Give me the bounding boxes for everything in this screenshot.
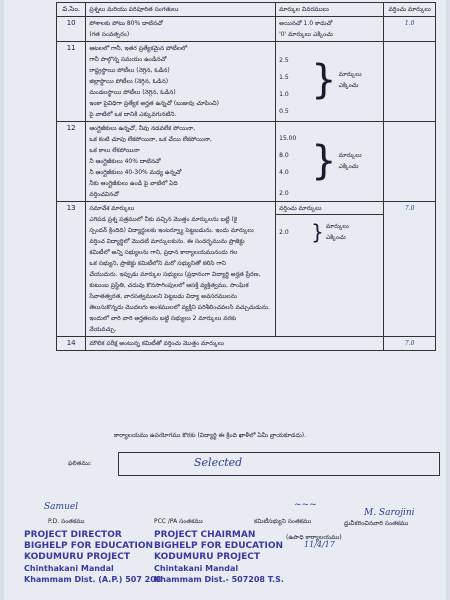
row-number: 11 bbox=[57, 42, 86, 122]
table-header-row bbox=[57, 3, 436, 17]
row-number: 13 bbox=[57, 202, 86, 337]
verifier-signature-label: ధ్రువీకరించినవారి సంతకము bbox=[344, 520, 409, 527]
desc-line: ఇంకా పైవిధిగా ప్రత్యేక అర్హత ఉన్నచో (బుజువు చూపించి) bbox=[89, 100, 219, 107]
mark-value: 1.5 bbox=[279, 74, 289, 81]
mark-value: 15.00 bbox=[279, 135, 297, 142]
stamp-line: KODUMURU PROJECT bbox=[24, 552, 131, 562]
table-row bbox=[57, 122, 436, 202]
desc-line: ఇందులో వారి వారి అర్హతలను బట్టి సభ్యులు 2 మార్కులు వరకు bbox=[89, 315, 237, 322]
marks-note: మార్కులు bbox=[338, 152, 362, 159]
handwritten-signature-committee: ~~~ bbox=[294, 500, 317, 510]
handwritten-date: 11/4/17 bbox=[304, 540, 335, 549]
stamp-line: Chintakani Mandal bbox=[154, 564, 239, 573]
desc-line: కుటుంబ ప్రస్థితి, చదువు కొనసాగింపులలో ఆసక్తి వ్యక్తిత్వము, సాంఘిక bbox=[89, 282, 249, 289]
mark-value: 8.0 bbox=[279, 152, 289, 159]
office-use-note: కార్యాలయము ఉపయోగము కొరకు (విద్యార్థి ఈ క్రింది ఖాళీలో ఏమీ వ్రాయకూడదు). bbox=[114, 432, 307, 439]
desc-line: సమావేశ మార్కులు bbox=[89, 205, 135, 212]
desc-line: ఒక కంటి చూపు లేకపోయినా, ఒక చేయి లేకపోయినా, bbox=[89, 136, 212, 143]
brace-icon: } bbox=[311, 138, 337, 184]
desc-line: నీ ఆంగ్లైజీకులు 40-30% మధ్య ఉన్నచో bbox=[89, 169, 182, 176]
desc-line: ఒక కాలు లేకపోయినా bbox=[89, 147, 140, 154]
mark-value: 0.5 bbox=[279, 108, 289, 115]
project-chairman-stamp bbox=[154, 530, 284, 585]
desc-line: ఆంగ్లైజీకులు ఉన్నచో, నీవు నడవలేక పోయినా, bbox=[89, 125, 196, 132]
desc-line: సేవాతత్వరత, వారసత్వములని పెట్టబడు విద్యా అవసరములను bbox=[89, 293, 237, 300]
table-row bbox=[57, 337, 436, 351]
header-desc: ప్రశ్నలు మరియు పరిపూరిత సంగతులు bbox=[86, 3, 276, 17]
table-row bbox=[57, 42, 436, 122]
row-number: 12 bbox=[57, 122, 86, 202]
desc-line: కమిటీలో అన్ని సభ్యులను గాని, ప్రధాన కార్యాలయమునందు గల bbox=[89, 249, 238, 256]
row-number: 10 bbox=[57, 17, 86, 42]
awarded-value: 7.0 bbox=[384, 337, 436, 351]
handwritten-signature-left: Samuel bbox=[44, 502, 79, 512]
desc-line: (గత సంవత్సరం) bbox=[89, 31, 130, 38]
marks-note: ఎక్కించు bbox=[338, 82, 359, 89]
desc-line: నీ ఆంగ్లైజీకులు 40% దాటినచో bbox=[89, 158, 161, 165]
brace-icon: } bbox=[311, 220, 324, 244]
mark-value: 2.0 bbox=[279, 228, 289, 236]
result-field bbox=[118, 452, 440, 476]
desc-line: స్పందన్ క్రిందిది) విద్యార్థులకు ఇంటర్వ్యూ పెట్టబడును. ఇందు మార్కులు bbox=[89, 227, 254, 234]
stamp-line: KODUMURU PROJECT bbox=[154, 552, 261, 562]
brace-icon: } bbox=[311, 57, 337, 103]
marks-note: ఎక్కించు bbox=[338, 163, 359, 170]
desc-line: ఒక సభ్యుని, ప్రాజెక్టు కమిటీలోని మరో సభ్యునితో కలిసి గాని bbox=[89, 260, 226, 267]
desc-line: వర్తించవినచో bbox=[89, 191, 119, 198]
row-description bbox=[86, 337, 384, 351]
awarded-value bbox=[384, 42, 436, 122]
header-num: వ.సెం. bbox=[57, 3, 86, 17]
desc-line: ఎగిపడ ప్రశ్న పత్రములో నీకు వచ్చిన మొత్తం మార్కులను బట్టి (కై bbox=[89, 216, 237, 223]
mark-value: 2.5 bbox=[279, 57, 289, 64]
desc-line: గానీ పాల్గొన్న సమయం ఉండినచో bbox=[89, 56, 167, 63]
verifier-sub-label: (ఉపాధి కార్యాలయము) bbox=[286, 534, 342, 541]
stamp-line: PROJECT DIRECTOR bbox=[24, 530, 122, 540]
result-value: Selected bbox=[194, 456, 243, 469]
awarded-value bbox=[384, 122, 436, 202]
stamp-line: Khammam Dist.- 507208 T.S. bbox=[154, 575, 284, 584]
mark-value: 2.0 bbox=[279, 190, 289, 197]
desc-line: రాష్ట్రస్థాయి పోటీలు (నెగ్గిన, ఓడిన) bbox=[89, 67, 170, 74]
stamp-line: BIGHELP FOR EDUCATION bbox=[154, 541, 284, 551]
desc-line: చేయుదురు. ఇప్పుడు మార్కుల సభ్యులు (ప్రధానంగా విద్యార్థి అర్హత ప్రేరణ, bbox=[89, 271, 261, 278]
row-marks bbox=[276, 17, 384, 42]
pd-signature-label: P.D. సంతకము bbox=[48, 518, 85, 525]
pcc-signature-label: PCC /PA సంతకము bbox=[154, 518, 203, 525]
marks-line: అయినచో 1.0 కాదుచో bbox=[279, 20, 333, 27]
row-marks bbox=[276, 202, 384, 337]
marks-note: మార్కులు bbox=[325, 223, 349, 230]
header-awarded: వర్తించు మార్కులు bbox=[384, 3, 436, 17]
desc-line: నీకు ఆంగ్లైజీకులు ఉండి పై వాటిలో ఏది bbox=[89, 180, 178, 187]
row-description bbox=[86, 202, 276, 337]
project-director-stamp bbox=[24, 530, 161, 585]
form-page bbox=[4, 0, 446, 600]
marks-note: మార్కులు bbox=[338, 71, 362, 78]
stamp-line: BIGHELP FOR EDUCATION bbox=[24, 541, 154, 551]
row-description bbox=[86, 122, 276, 202]
desc-line: ఆటలలో గానీ, ఇతర ప్రత్యేకమైన పోటీలలో bbox=[89, 45, 188, 52]
table-row bbox=[57, 17, 436, 42]
stamp-line: Khammam Dist. (A.P.) 507 208 bbox=[24, 575, 162, 584]
desc-line: మౌలిక పరీక్ష అంటున్న కమిటీతో వర్తించు మొత్తం మార్కులు bbox=[89, 340, 224, 347]
result-label: ఫలితము: bbox=[68, 460, 92, 467]
desc-line: తెలుసుకొన్నదు మొదలగు అంశములలో వ్యక్తిని పరిశీలించవలసి వచ్చుచుడును. bbox=[89, 304, 270, 311]
mark-value: 4.0 bbox=[279, 169, 289, 176]
awarded-value: 1.0 bbox=[384, 17, 436, 42]
marks-table bbox=[56, 2, 436, 351]
desc-line: వర్తించ విద్యార్థిలో మొదటి మార్కులకును. ఈ సందర్భమును ప్రాజెక్టు bbox=[89, 238, 245, 245]
row-number: 14 bbox=[57, 337, 86, 351]
marks-header: వర్తించు మార్కులు bbox=[276, 203, 383, 215]
desc-line: జిల్లాస్థాయి పోటీలు (నెగ్గిన, ఓడిన) bbox=[89, 78, 169, 85]
row-marks bbox=[276, 42, 384, 122]
stamp-line: PROJECT CHAIRMAN bbox=[154, 530, 256, 540]
mark-value: 1.0 bbox=[279, 91, 289, 98]
awarded-value: 7.0 bbox=[384, 202, 436, 337]
committee-signature-label: కమిటీసభ్యుని సంతకము bbox=[254, 518, 312, 525]
desc-line: పై వాటిలో ఒక దానికి ఎక్కువగునటిని. bbox=[89, 111, 177, 118]
handwritten-signature-right: M. Sarojini bbox=[364, 508, 415, 518]
marks-note: ఎక్కించు bbox=[325, 234, 346, 241]
row-description bbox=[86, 42, 276, 122]
desc-line: మండలస్థాయి పోటీలు (నెగ్గిన, ఓడిన) bbox=[89, 89, 176, 96]
stamp-line: Chinthakani Mandal bbox=[24, 564, 114, 573]
desc-line: వేయవచ్చు. bbox=[89, 326, 117, 333]
row-marks bbox=[276, 122, 384, 202]
marks-line: '0' మార్కులు ఎక్కించు bbox=[279, 31, 333, 38]
row-description bbox=[86, 17, 276, 42]
header-marks: మార్కుల వివరములు bbox=[276, 3, 384, 17]
desc-line: పోశాలకు పోటు 80% దాటినచో bbox=[89, 20, 163, 27]
table-row bbox=[57, 202, 436, 337]
